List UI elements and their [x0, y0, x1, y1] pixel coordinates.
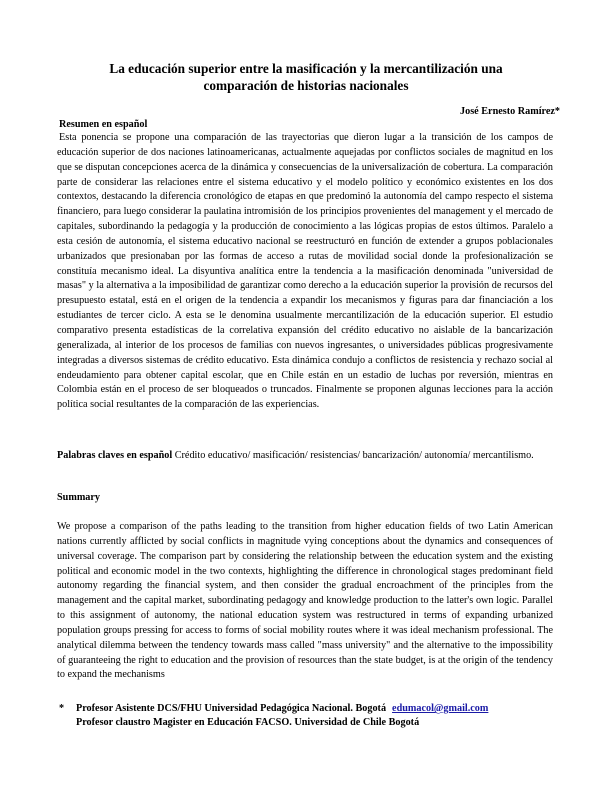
title-line-2: comparación de historias nacionales: [203, 78, 409, 93]
keywords-text: Crédito educativo/ masificación/ resistencias/ bancarización/ autonomía/ mercantilismo.: [172, 450, 534, 461]
author-footnote: [59, 702, 488, 730]
summary-heading: Summary: [57, 492, 101, 503]
abstract-es-text: Esta ponencia se propone una comparación de las trayectorias que dieron lugar a la transición de los campos de educación superior de dos naciones latinoamericanas, actualmente aquejadas por conflictos sociales de magnitud en los que se disputan concepciones acerca de la dinámica y consecuencias de la universalización de cobertura. La comparación parte de considerar las relaciones entre el sistema educativo y el modelo político y económico existentes en los dos contextos, destacando la diferencia cronológico de etapas en que predominó la autonomía del campo respecto el sistema financiero, para luego considerar la paulatina intromisión de los principios provenientes del management y el mercado de capitales, subordinando la pedagogía y la producción de conocimiento a las lógicas propias de estos últimos. Paralelo a esta cesión de autonomía, el sistema educativo nacional se reestructuró en función de extender a grupos poblacionales urbanizados que presionaban por las formas de acceso a rutas de movilidad social donde la profesionalización se constituía mecanismo ideal. La disyuntiva analítica entre la tendencia a la masificación denominada "universidad de masas" y la alternativa a la imposibilidad de garantizar como derecho a la educación superior la provisión de recursos del presupuesto estatal, está en el origen de la tendencia a expandir los mecanismos y figuras para dar financiación a los estudiantes de tercer ciclo. A esta se le denomina usualmente mercantilización de la educación superior. El estudio comparativo presenta estadísticas de la correlativa expansión del crédito educativo no aislable de la bancarización generalizada, al interior de los procesos de familias con nuevos ingresantes, o universidades públicas progresivamente integradas a diversos sistemas de crédito educativo. Esta dinámica condujo a conflictos de resistencia y rechazo social al endeudamiento para obtener capital escolar, que en Chile están en un estadio de luchas por reversión, mientras en Colombia están en el proceso de ser bloqueados o truncados. Finalmente se proponen algunas lecciones para la acción política social resultantes de la comparación de las experiencias.: [57, 132, 553, 411]
title-line-1: La educación superior entre la masificación y la mercantilización una: [109, 61, 503, 76]
keywords-label: Palabras claves en español: [57, 450, 173, 461]
footnote-line-1: Profesor Asistente DCS/FHU Universidad Pedagógica Nacional. Bogotá: [76, 703, 387, 714]
footnote-line-2: Profesor claustro Magister en Educación FACSO. Universidad de Chile Bogotá: [76, 717, 420, 728]
footnote-marker: *: [59, 703, 65, 714]
author-name: José Ernesto Ramírez*: [460, 106, 560, 117]
paper-title: [60, 60, 552, 94]
abstract-es-heading: Resumen en español: [59, 119, 148, 130]
summary-text: We propose a comparison of the paths leading to the transition from higher education fields of two Latin American nations currently afflicted by social conflicts in magnitude vying conceptions about the dynamics and consequences of universal coverage. The comparison part by considering the relationship between the education system and the existing political and economic model in the two contexts, highlighting the difference in chronological stages predominant field autonomy regarding the financial system, and then consider the gradual encroachment of the principles from the management and the capital market, subordinating pedagogy and knowledge production to the latter's own logic. Parallel to this assignment of autonomy, the national education system was restructured in terms of expanding urbanized population groups pressing for access to forms of social mobility routes where it was ideal mechanism professional. The analytical dilemma between the tendency towards mass called "mass university" and the alternative to the impossibility of guaranteeing the right to education and the provision of resources than the state budget, is at the origin of the tendency to expand the mechanisms: [57, 521, 553, 681]
keywords-paragraph: [57, 449, 553, 464]
author-email-link[interactable]: edumacol@gmail.com: [392, 703, 489, 714]
